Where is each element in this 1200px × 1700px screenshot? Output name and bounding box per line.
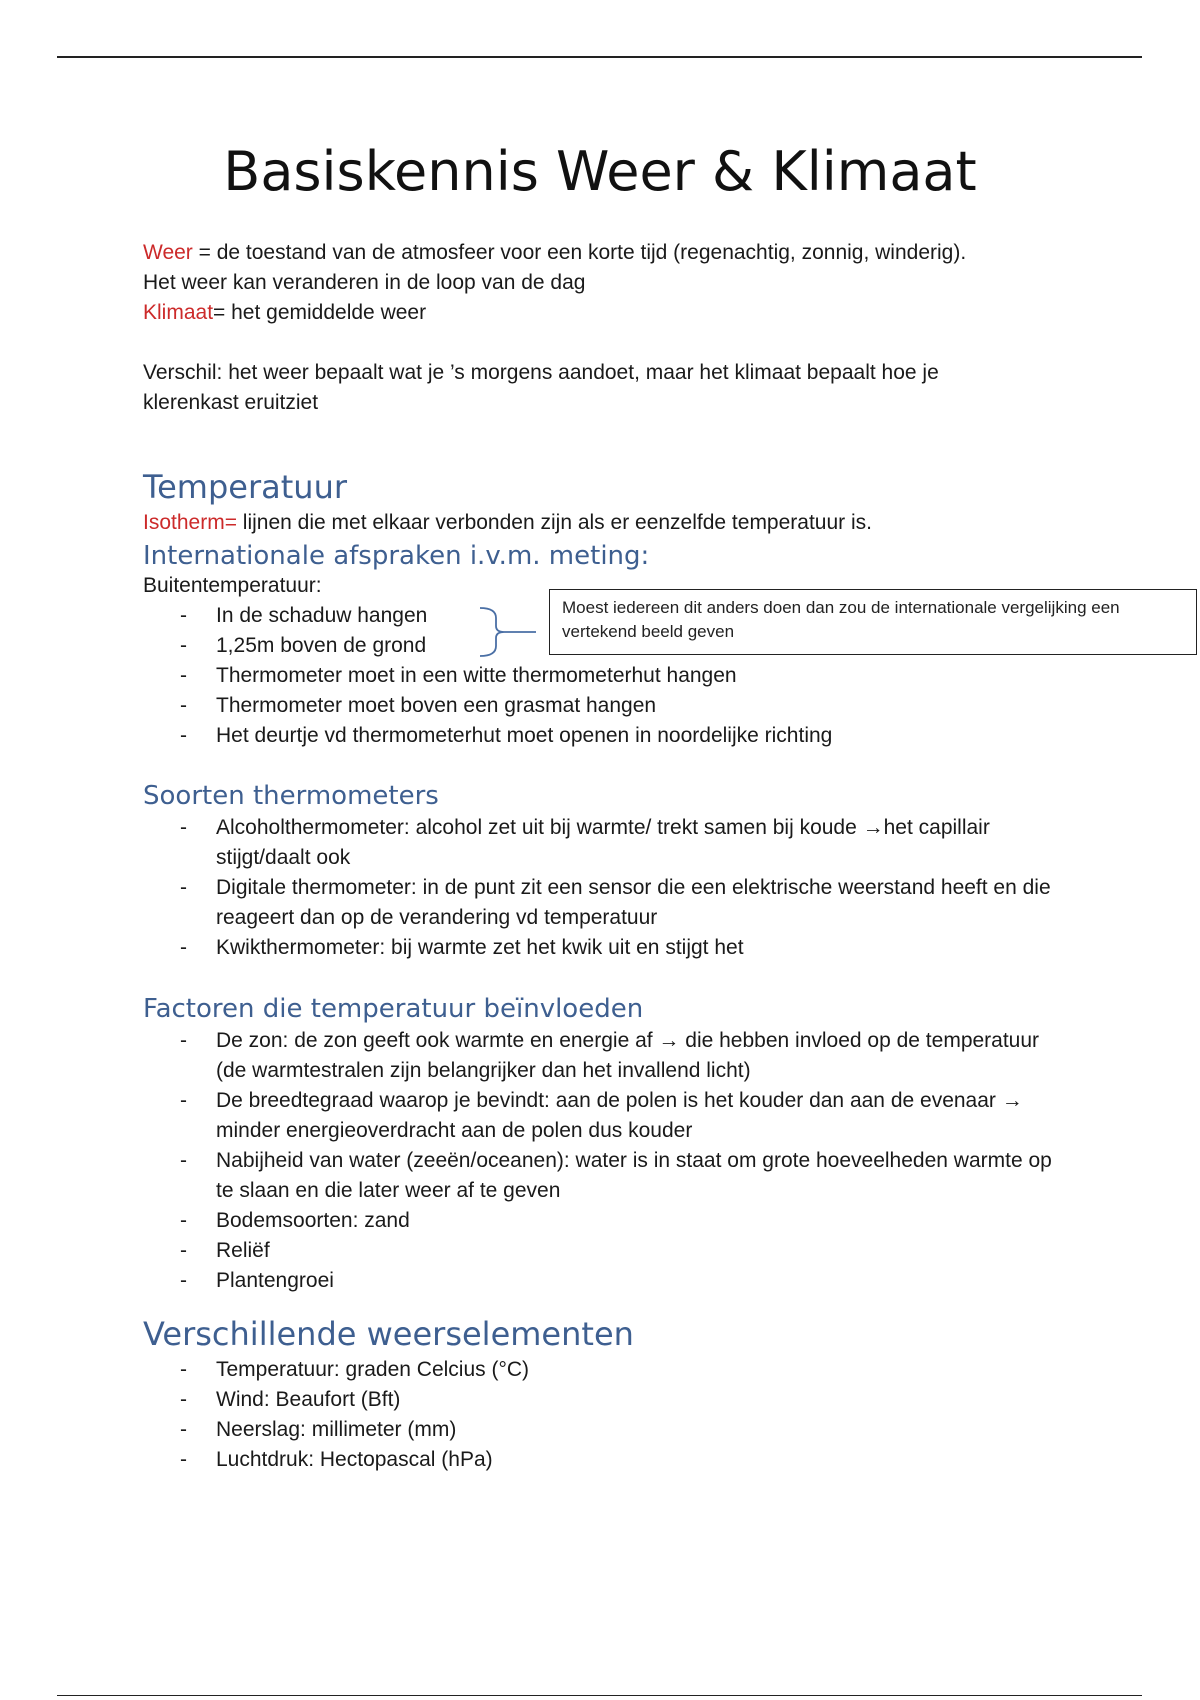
list-item: - Luchtdruk: Hectopascal (hPa)	[143, 1445, 1063, 1475]
weerselementen-list	[143, 1355, 1063, 1475]
soorten-list	[143, 813, 1063, 963]
factoren-list	[143, 1026, 1063, 1296]
brace-connector-icon	[478, 606, 538, 658]
list-item: - Wind: Beaufort (Bft)	[143, 1385, 1063, 1415]
list-item: - Thermometer moet in een witte thermometerhut hangen	[143, 661, 1063, 691]
list-item: - Reliëf	[143, 1236, 1063, 1266]
list-item: - Digitale thermometer: in de punt zit een sensor die een elektrische weerstand heeft en die reageert dan op de verandering vd temperatuur	[143, 873, 1063, 933]
bottom-rule	[57, 1695, 1142, 1696]
heading-factoren: Factoren die temperatuur beïnvloeden	[143, 994, 644, 1024]
list-item: - 1,25m boven de grond	[143, 631, 1063, 661]
isotherm-term: Isotherm=	[143, 511, 237, 534]
klimaat-term: Klimaat	[143, 301, 214, 324]
list-item: - Neerslag: millimeter (mm)	[143, 1415, 1063, 1445]
list-item: - In de schaduw hangen	[143, 601, 1063, 631]
heading-soorten-thermometers: Soorten thermometers	[143, 781, 439, 811]
klimaat-definition: Klimaat= het gemiddelde weer	[143, 301, 427, 324]
buitentemperatuur-label: Buitentemperatuur:	[143, 574, 322, 597]
list-item: - De zon: de zon geeft ook warmte en energie af → die hebben invloed op de temperatuur (de warmtestralen zijn belangrijker dan het invallend licht)	[143, 1026, 1063, 1086]
heading-temperatuur: Temperatuur	[143, 468, 347, 506]
heading-internationale-afspraken: Internationale afspraken i.v.m. meting:	[143, 541, 650, 571]
list-item: - Bodemsoorten: zand	[143, 1206, 1063, 1236]
intro-section	[143, 238, 966, 328]
heading-weerselementen: Verschillende weerselementen	[143, 1315, 634, 1353]
callout-box: Moest iedereen dit anders doen dan zou de internationale vergelijking een vertekend beeld geven	[549, 589, 1197, 655]
weer-line2: Het weer kan veranderen in de loop van de dag	[143, 271, 586, 294]
list-item: - De breedtegraad waarop je bevindt: aan de polen is het kouder dan aan de evenaar → minder energieoverdracht aan de polen dus kouder	[143, 1086, 1063, 1146]
list-item: - Temperatuur: graden Celcius (°C)	[143, 1355, 1063, 1385]
verschil-paragraph: Verschil: het weer bepaalt wat je ’s morgens aandoet, maar het klimaat bepaalt hoe je klerenkast eruitziet	[143, 361, 939, 414]
list-item: - Het deurtje vd thermometerhut moet openen in noordelijke richting	[143, 721, 1063, 751]
weer-definition: Weer = de toestand van de atmosfeer voor een korte tijd (regenachtig, zonnig, winderig).	[143, 241, 967, 264]
weer-term: Weer	[143, 241, 193, 264]
list-item: - Thermometer moet boven een grasmat hangen	[143, 691, 1063, 721]
list-item: - Nabijheid van water (zeeën/oceanen): water is in staat om grote hoeveelheden warmte op te slaan en die later weer af te geven	[143, 1146, 1063, 1206]
list-item: - Plantengroei	[143, 1266, 1063, 1296]
list-item: - Kwikthermometer: bij warmte zet het kwik uit en stijgt het	[143, 933, 1063, 963]
top-rule	[57, 56, 1142, 58]
page-title: Basiskennis Weer & Klimaat	[223, 140, 977, 203]
list-item: - Alcoholthermometer: alcohol zet uit bij warmte/ trekt samen bij koude →het capillair stijgt/daalt ook	[143, 813, 1063, 873]
isotherm-definition: Isotherm= lijnen die met elkaar verbonden zijn als er eenzelfde temperatuur is.	[143, 511, 872, 534]
